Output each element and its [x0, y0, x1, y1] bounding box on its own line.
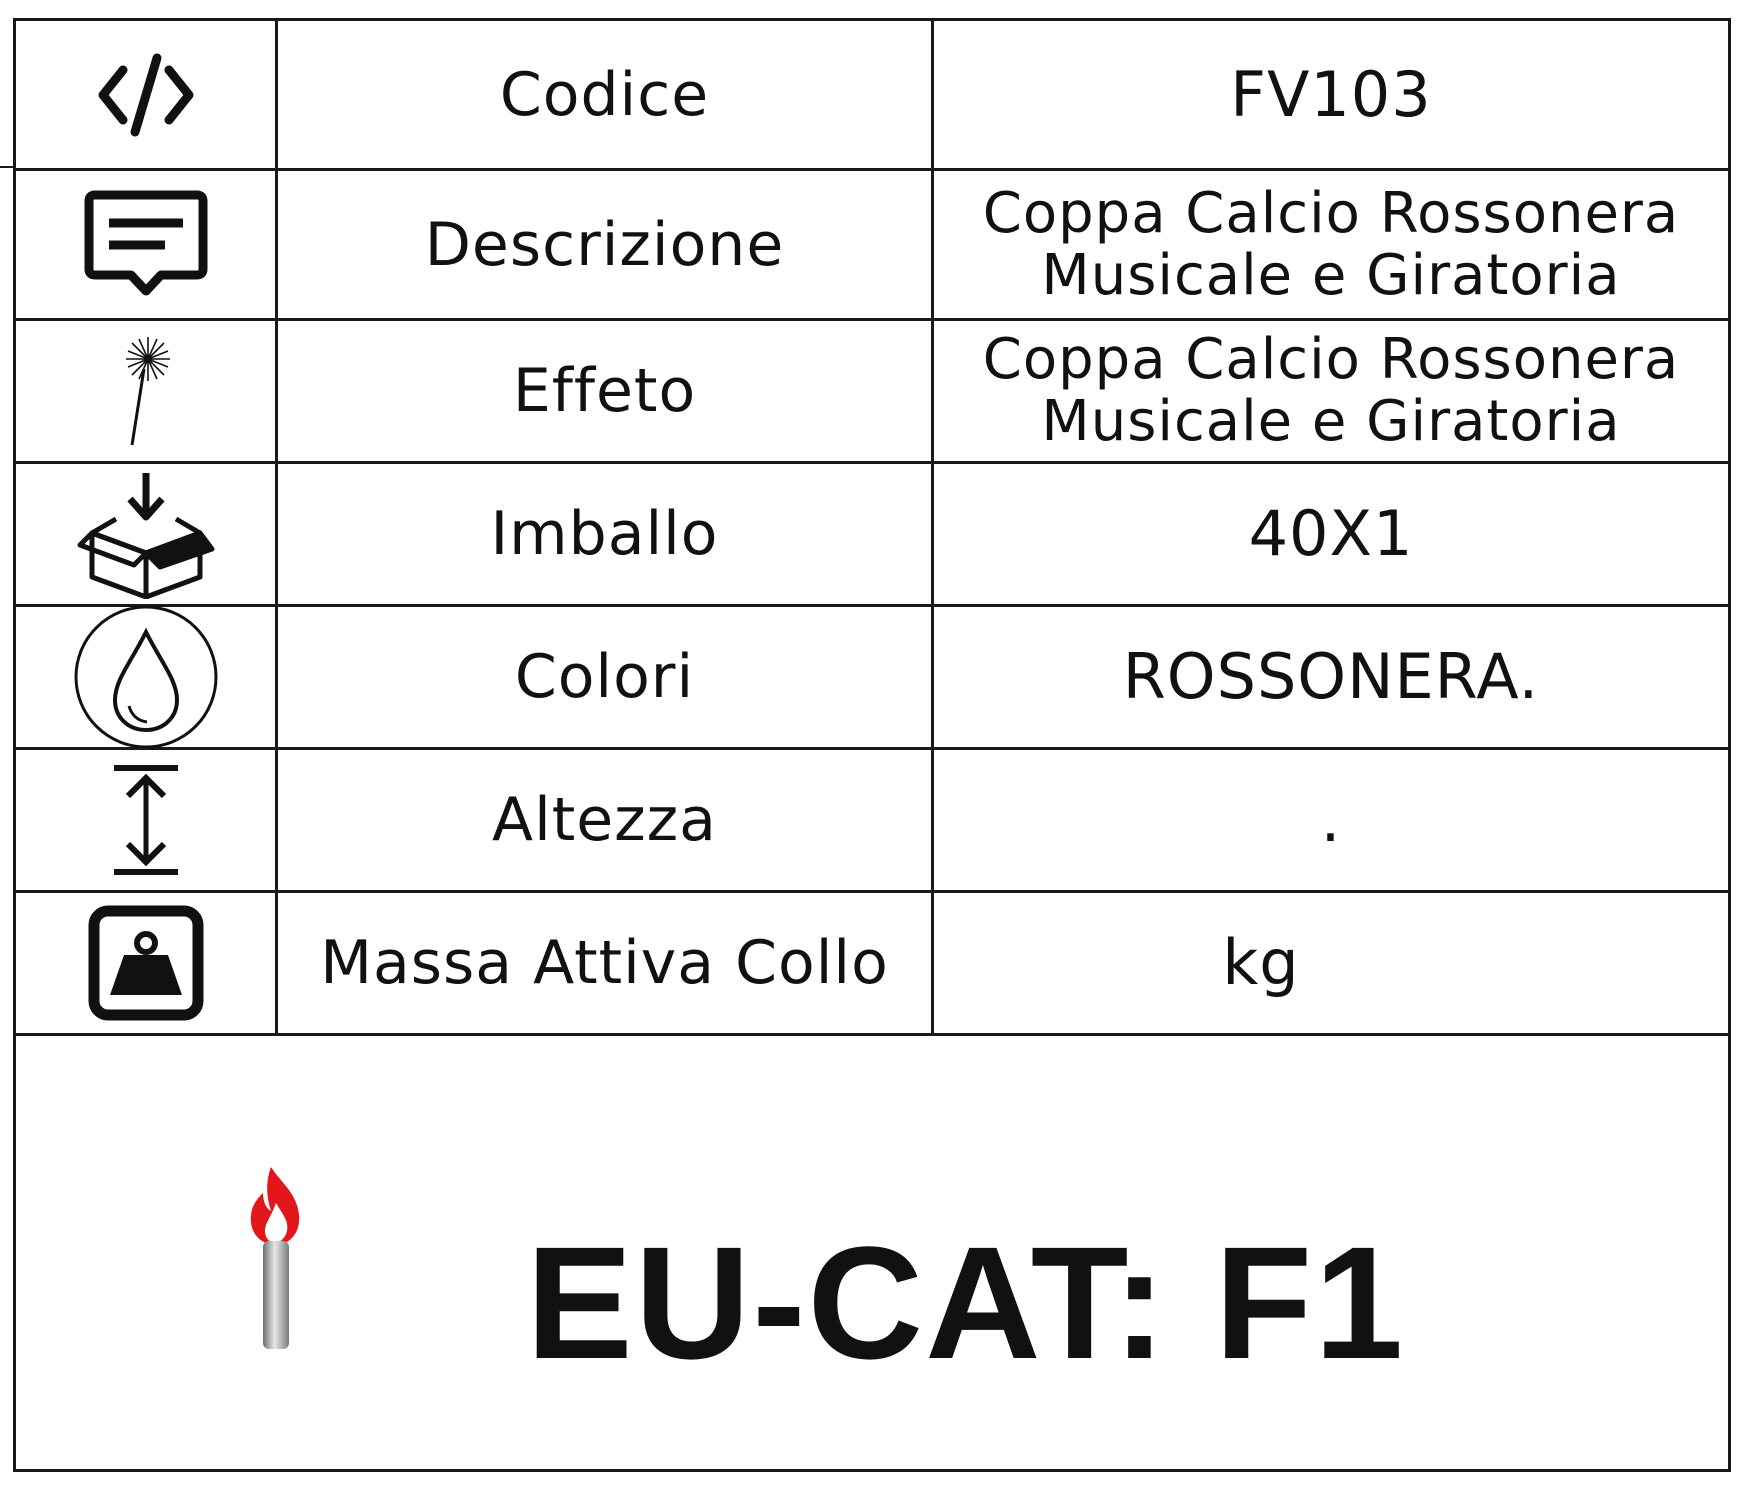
- category-footer: [16, 1133, 1728, 1469]
- sparkler-icon: [16, 321, 278, 461]
- value-codice: FV103: [1230, 57, 1432, 131]
- row-massa: [16, 893, 1728, 1036]
- label-imballo: Imballo: [278, 464, 934, 604]
- label-colori: Colori: [278, 607, 934, 747]
- row-imballo: [16, 464, 1728, 607]
- row-colori: [16, 607, 1728, 750]
- row-codice: [16, 21, 1728, 171]
- height-icon: [16, 750, 278, 890]
- product-spec-table: [13, 18, 1731, 1472]
- label-massa: Massa Attiva Collo: [278, 893, 934, 1033]
- value-effeto: [934, 321, 1728, 461]
- drop-icon: [16, 607, 278, 747]
- value-descrizione-line2: Musicale e Giratoria: [1041, 242, 1621, 308]
- description-icon: [16, 171, 278, 318]
- row-altezza: [16, 750, 1728, 893]
- value-effeto-line1: Coppa Calcio Rossonera: [982, 327, 1680, 392]
- torch-flame-icon: [241, 1163, 311, 1357]
- value-altezza: .: [1320, 783, 1342, 856]
- value-massa: [934, 893, 1728, 1033]
- value-descrizione-line1: Coppa Calcio Rossonera: [982, 180, 1680, 246]
- value-colori: ROSSONERA.: [1122, 640, 1540, 713]
- divider-stub: [0, 166, 13, 168]
- box-icon: [16, 464, 278, 604]
- weight-icon: [16, 893, 278, 1033]
- label-descrizione: Descrizione: [278, 171, 934, 318]
- value-imballo: 40X1: [1248, 497, 1414, 570]
- row-effeto: [16, 321, 1728, 464]
- eu-category: EU-CAT: F1: [526, 1213, 1406, 1392]
- value-effeto-line2: Musicale e Giratoria: [1041, 389, 1621, 454]
- value-descrizione: [934, 171, 1728, 318]
- label-codice: Codice: [278, 21, 934, 168]
- row-descrizione: [16, 171, 1728, 321]
- value-massa-text: kg: [1222, 926, 1300, 999]
- label-effeto: Effeto: [278, 321, 934, 461]
- code-icon: [16, 21, 278, 168]
- label-altezza: Altezza: [278, 750, 934, 890]
